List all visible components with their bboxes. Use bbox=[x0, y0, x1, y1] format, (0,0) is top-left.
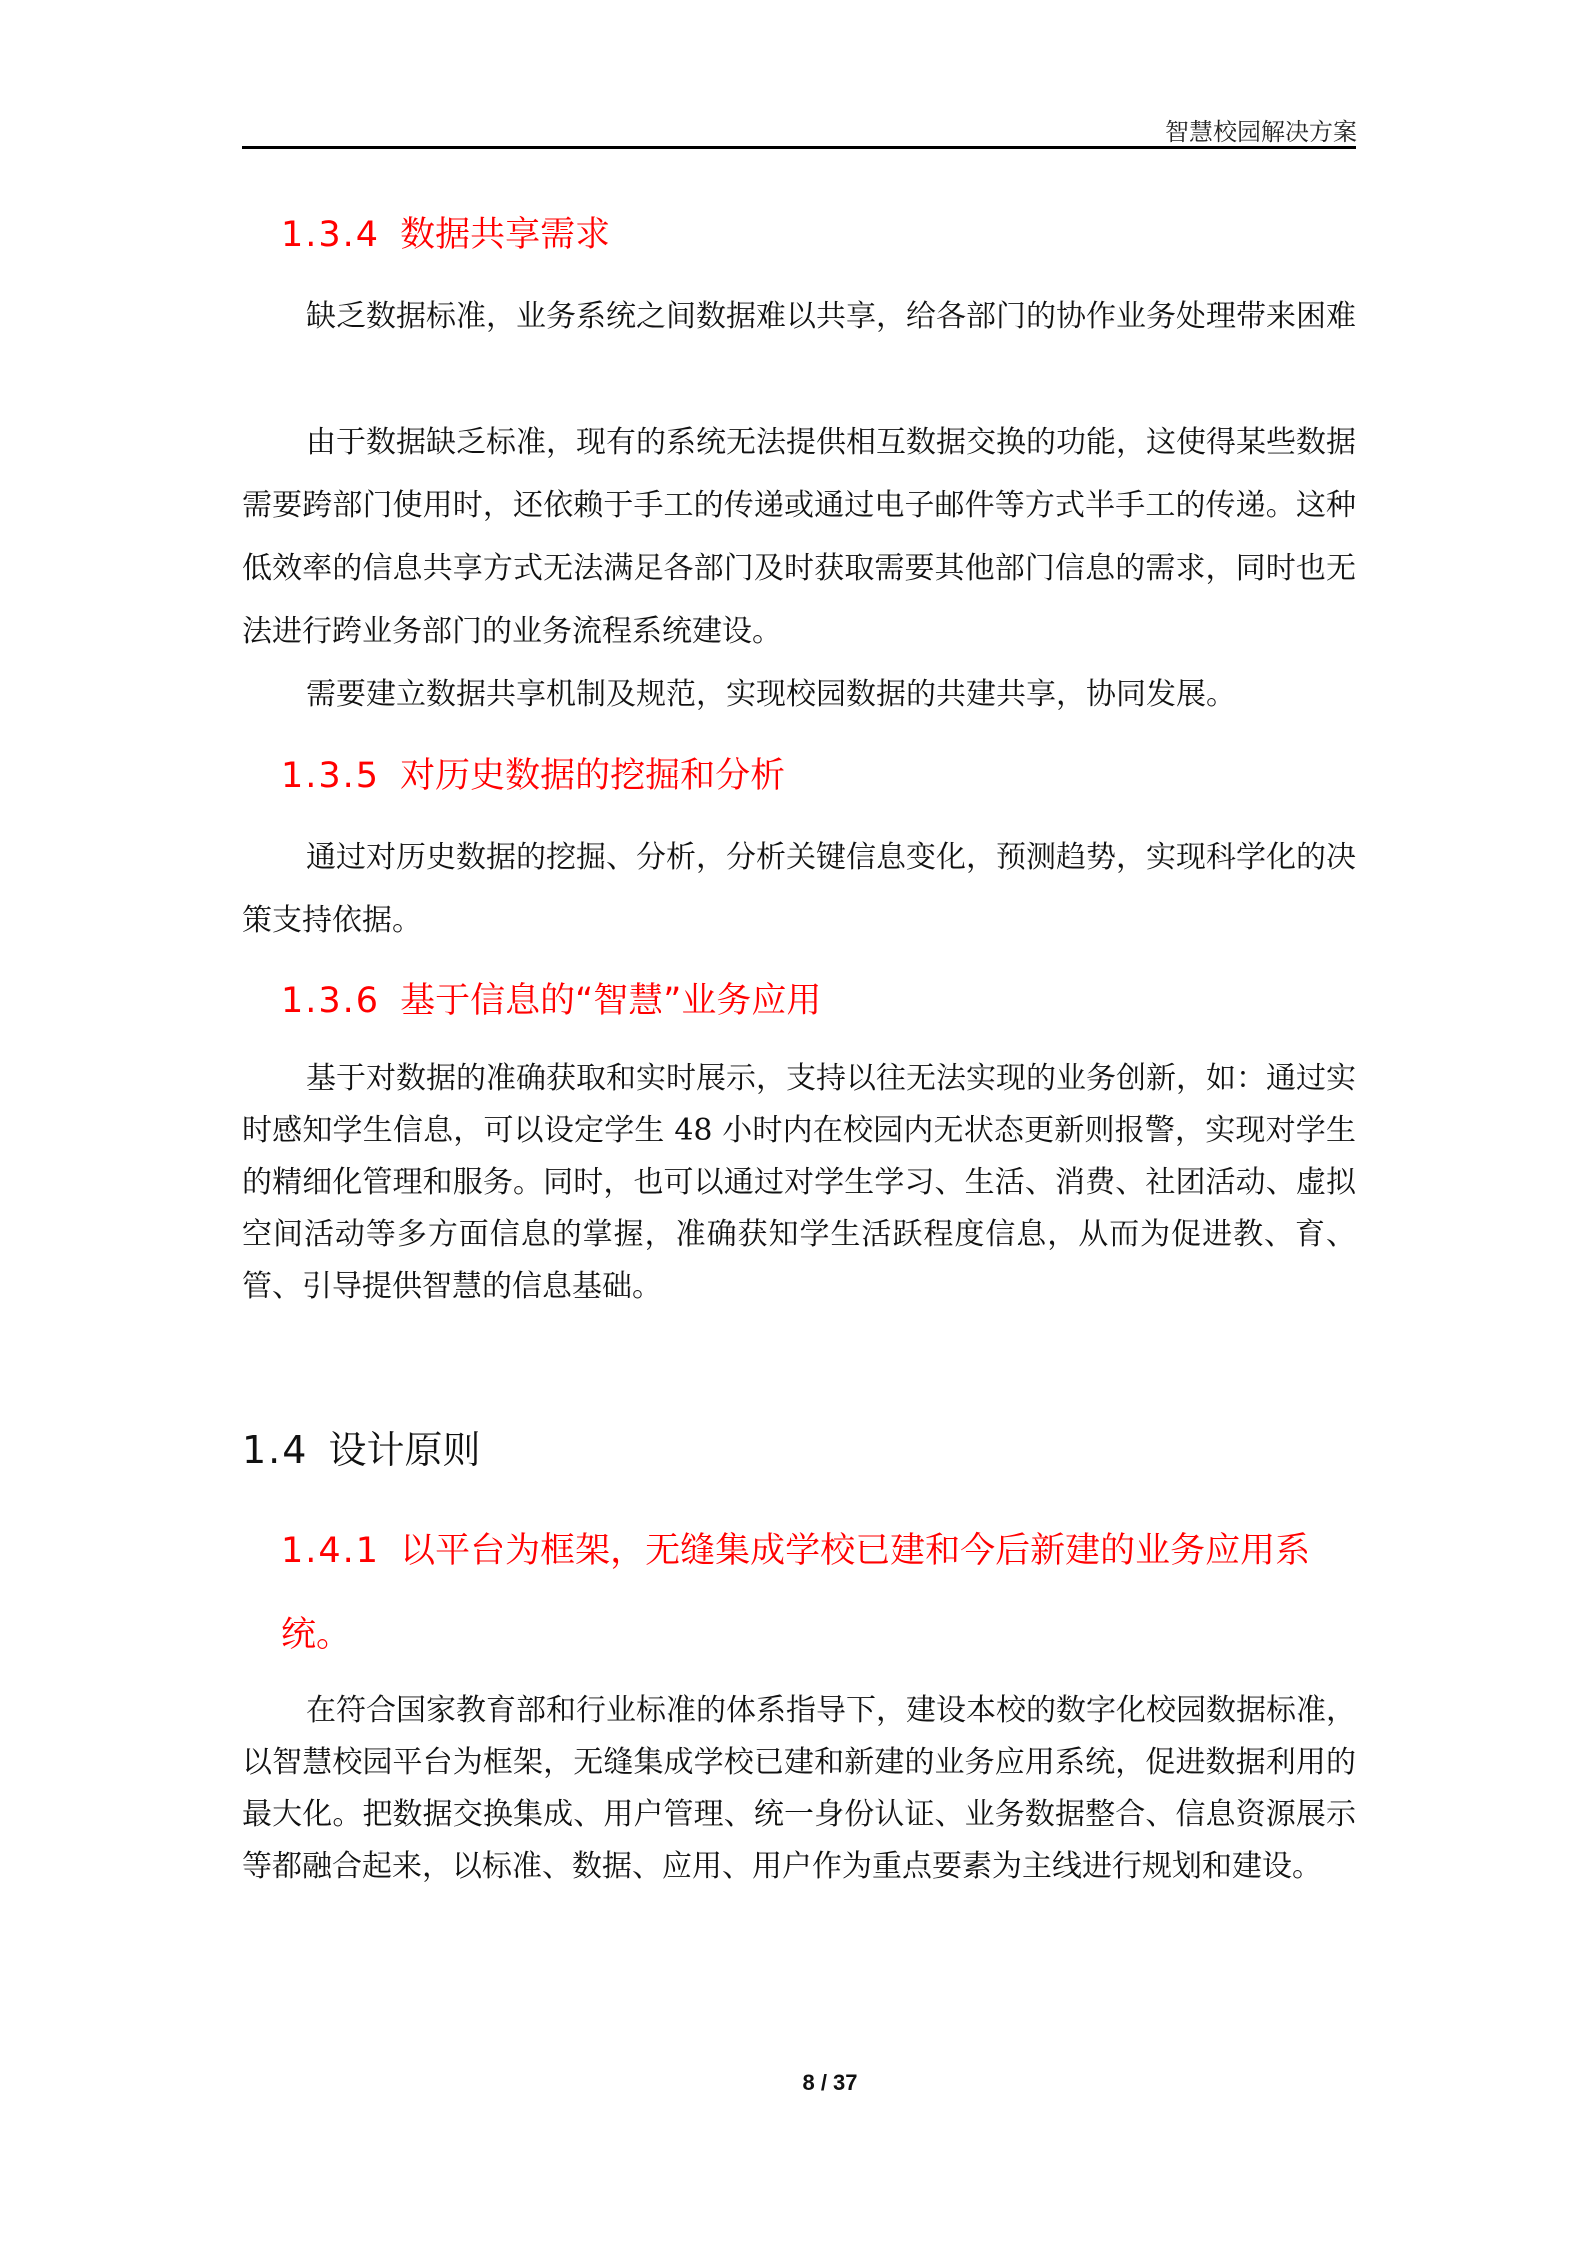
heading-number: 1.4.1 bbox=[281, 1531, 381, 1571]
heading-number: 1.3.4 bbox=[281, 215, 381, 255]
heading-1-4-1 bbox=[281, 1509, 1356, 1677]
paragraph: 基于对数据的准确获取和实时展示，支持以往无法实现的业务创新，如：通过实时感知学生信息，可以设定学生 48 小时内在校园内无状态更新则报警，实现对学生的精细化管理和服务。同时，也可以通过对学生学习、生活、消费、社团活动、虚拟空间活动等多方面信息的掌握，准确获知学生活跃程度信息，从而为促进教、育、管、引导提供智慧的信息基础。 bbox=[242, 1061, 1356, 1304]
paragraph: 由于数据缺乏标准，现有的系统无法提供相互数据交换的功能，这使得某些数据需要跨部门使用时，还依赖于手工的传递或通过电子邮件等方式半手工的传递。这种低效率的信息共享方式无法满足各部门及时获取需要其他部门信息的需求，同时也无法进行跨业务部门的业务流程系统建设。 bbox=[242, 425, 1356, 649]
heading-number: 1.3.6 bbox=[281, 981, 381, 1021]
heading-1-3-6 bbox=[281, 979, 821, 1023]
heading-text: 数据共享需求 bbox=[400, 215, 611, 255]
header-rule bbox=[242, 146, 1356, 149]
heading-text: 设计原则 bbox=[328, 1428, 481, 1472]
heading-1-3-4 bbox=[281, 213, 610, 257]
heading-text: 以平台为框架，无缝集成学校已建和今后新建的业务应用系统。 bbox=[281, 1531, 1311, 1655]
heading-text: 基于信息的“智慧”业务应用 bbox=[400, 981, 822, 1021]
heading-1-3-5 bbox=[281, 754, 785, 798]
heading-text: 对历史数据的挖掘和分析 bbox=[400, 756, 786, 796]
paragraph: 缺乏数据标准，业务系统之间数据难以共享，给各部门的协作业务处理带来困难 bbox=[306, 299, 1356, 334]
heading-1-4 bbox=[242, 1426, 480, 1474]
running-header: 智慧校园解决方案 bbox=[1165, 118, 1357, 146]
page-number: 8 / 37 bbox=[802, 2070, 858, 2095]
paragraph: 需要建立数据共享机制及规范，实现校园数据的共建共享，协同发展。 bbox=[306, 677, 1236, 712]
heading-number: 1.3.5 bbox=[281, 756, 381, 796]
heading-number: 1.4 bbox=[242, 1428, 309, 1472]
paragraph: 在符合国家教育部和行业标准的体系指导下，建设本校的数字化校园数据标准，以智慧校园平台为框架，无缝集成学校已建和新建的业务应用系统，促进数据利用的最大化。把数据交换集成、用户管理、统一身份认证、业务数据整合、信息资源展示等都融合起来，以标准、数据、应用、用户作为重点要素为主线进行规划和建设。 bbox=[242, 1693, 1356, 1884]
paragraph: 通过对历史数据的挖掘、分析，分析关键信息变化，预测趋势，实现科学化的决策支持依据。 bbox=[242, 840, 1356, 938]
